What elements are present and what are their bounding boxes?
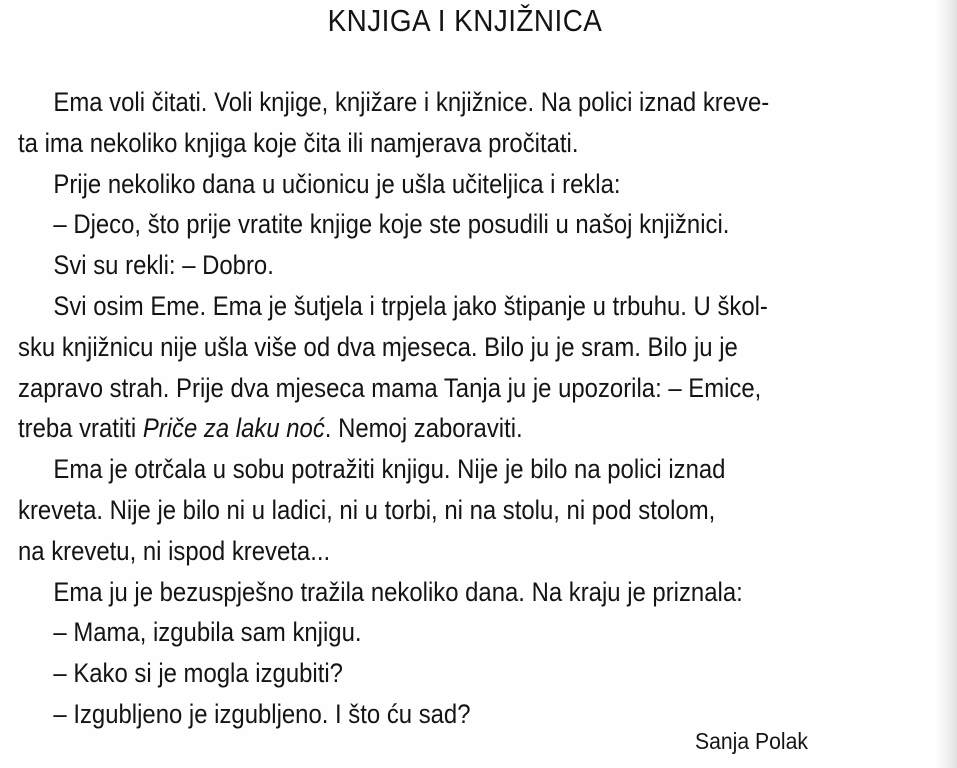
book-title: Priče za laku noć [142, 413, 325, 444]
story-line: Ema voli čitati. Voli knjige, knjižare i knjižnice. Na polici iznad kreve- [53, 87, 770, 117]
story-title: KNJIGA I KNJIŽNICA [327, 3, 603, 38]
story-line: Svi osim Eme. Ema je šutjela i trpjela jako štipanje u trbuhu. U škol- [53, 290, 768, 321]
story-line: Ema ju je bezuspješno tražila nekoliko dana. Na kraju je priznala: [53, 576, 743, 607]
story-line: zapravo strah. Prije dva mjeseca mama Tanja ju je upozorila: – Emice, [18, 372, 762, 403]
story-line: na krevetu, ni ispod kreveta... [18, 535, 331, 566]
story-line: ta ima nekoliko knjiga koje čita ili namjerava pročitati. [18, 127, 579, 158]
story-text [18, 84, 938, 737]
line-text: treba vratiti [18, 413, 143, 444]
story-line: kreveta. Nije je bilo ni u ladici, ni u torbi, ni na stolu, ni pod stolom, [18, 494, 716, 525]
story-line: Prije nekoliko dana u učionicu je ušla učiteljica i rekla: [53, 168, 621, 199]
line-text: . Nemoj zaboraviti. [324, 413, 523, 444]
author-name: Sanja Polak [695, 728, 808, 754]
story-line: sku knjižnicu nije ušla više od dva mjeseca. Bilo ju je sram. Bilo ju je [18, 331, 738, 362]
story-line: – Mama, izgubila sam knjigu. [53, 617, 362, 648]
story-line: Ema je otrčala u sobu potražiti knjigu. Nije je bilo na polici iznad [53, 454, 726, 485]
story-line [18, 410, 832, 451]
page-edge-shadow [935, 0, 957, 768]
story-line: – Kako si je mogla izgubiti? [53, 658, 343, 689]
story-line: – Djeco, što prije vratite knjige koje ste posudili u našoj knjižnici. [53, 209, 730, 240]
story-line: – Izgubljeno je izgubljeno. I što ću sad? [53, 698, 471, 729]
story-line: Svi su rekli: – Dobro. [53, 250, 274, 281]
